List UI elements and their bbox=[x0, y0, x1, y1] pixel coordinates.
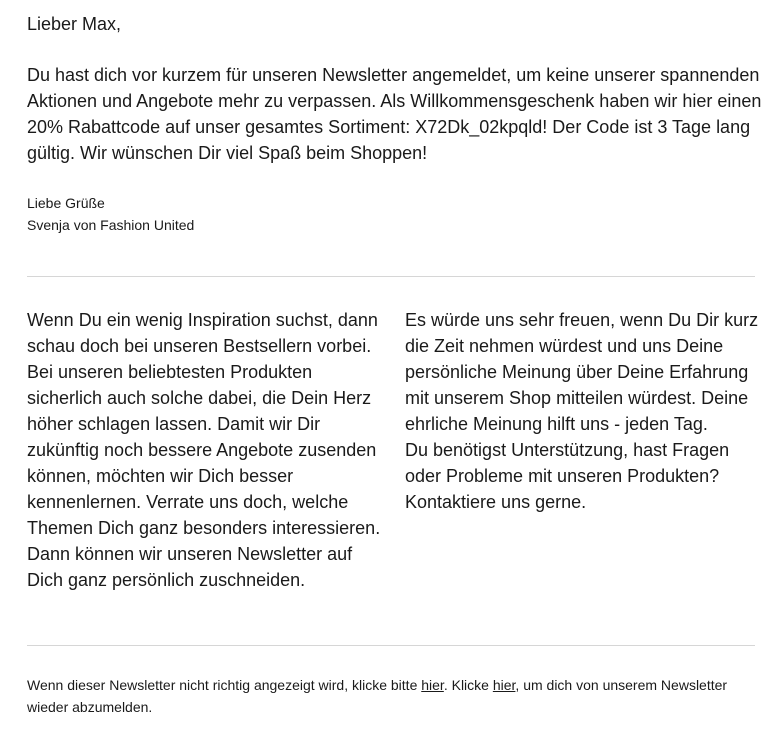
footer-text-display: Wenn dieser Newsletter nicht richtig angezeigt wird, klicke bitte bbox=[27, 677, 422, 693]
intro-paragraph: Du hast dich vor kurzem für unseren Newsletter angemeldet, um keine unserer spannenden Aktionen und Angebote mehr zu verpassen. Als Willkommensgeschenk haben wir hier einen 20% Rabattcode auf unser gesamtes Sortiment: X72Dk_02kpqld! Der Code ist 3 Tage lang gültig. Wir wünschen Dir viel Spaß beim Shoppen! bbox=[27, 65, 762, 163]
footer-text-unsubscribe-prefix: . Klicke bbox=[443, 677, 493, 693]
greeting: Lieber Max, bbox=[27, 14, 122, 34]
footer bbox=[27, 674, 755, 718]
feedback-text: Es würde uns sehr freuen, wenn Du Dir kurz die Zeit nehmen würdest und uns Deine persönliche Meinung über Deine Erfahrung mit unserem Shop mitteilen würdest. Deine ehrliche Meinung hilft uns - jeden Tag. bbox=[405, 310, 759, 434]
footer-text-unsubscribe: , um dich von unserem Newsletter wieder abzumelden. bbox=[27, 677, 728, 715]
signature bbox=[27, 192, 194, 236]
inspiration-column bbox=[27, 307, 387, 593]
support-text: Du benötigst Unterstützung, hast Fragen oder Probleme mit unseren Produkten? Kontaktiere uns gerne. bbox=[405, 440, 730, 512]
unsubscribe-link[interactable]: hier bbox=[492, 677, 516, 693]
view-online-link[interactable]: hier bbox=[421, 677, 444, 693]
divider-bottom bbox=[27, 645, 755, 646]
signature-sender: Svenja von Fashion United bbox=[27, 217, 195, 233]
signature-closing: Liebe Grüße bbox=[27, 195, 105, 211]
feedback-column bbox=[405, 307, 765, 515]
inspiration-text: Wenn Du ein wenig Inspiration suchst, dann schau doch bei unseren Bestsellern vorbei. Bei unseren beliebtesten Produkten sicherlich auch solche dabei, die Dein Herz höher schlagen lassen. Damit wir Dir zukünftig noch bessere Angebote zusenden können, möchten wir Dich besser kennenlernen. Verrate uns doch, welche Themen Dich ganz besonders interessieren. Dann können wir unseren Newsletter auf Dich ganz persönlich zuschneiden. bbox=[27, 310, 381, 590]
divider-top bbox=[27, 276, 755, 277]
